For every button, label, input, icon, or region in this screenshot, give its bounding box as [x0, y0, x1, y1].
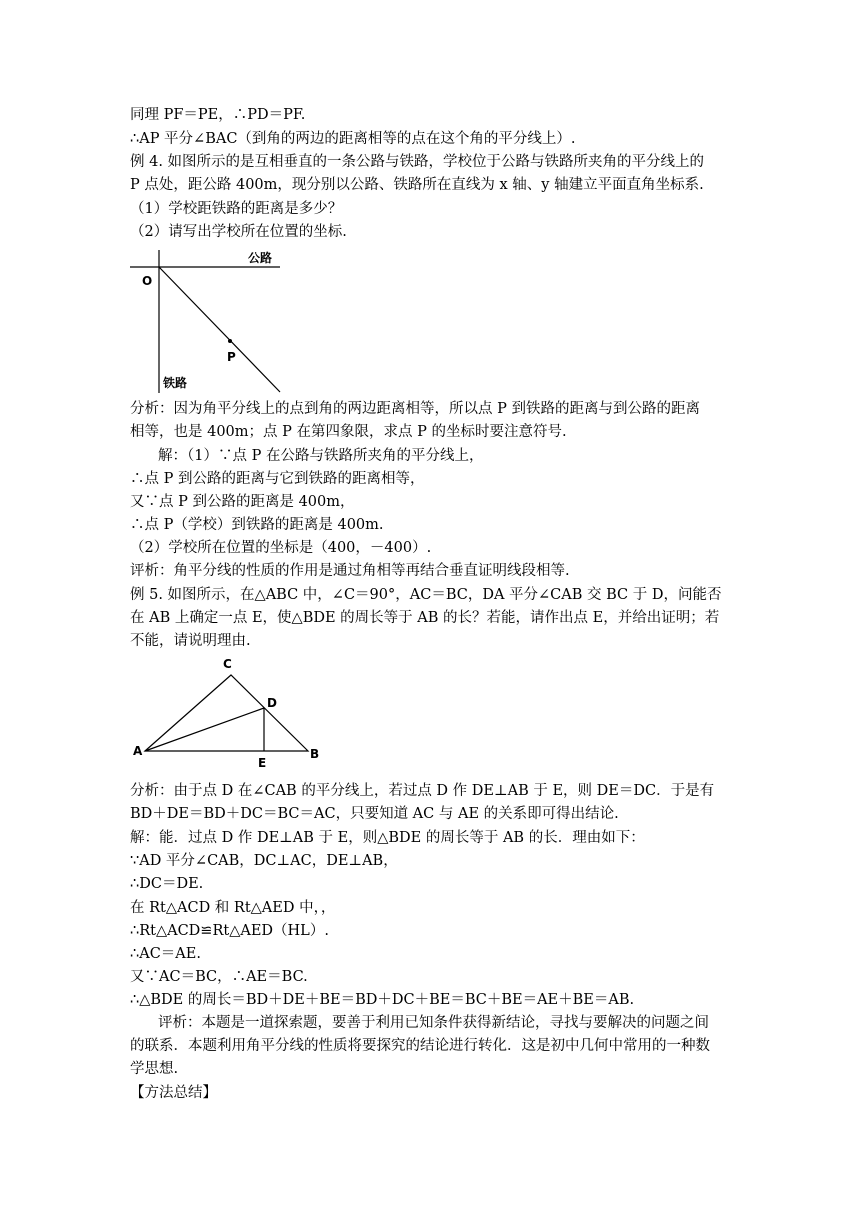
text-line: 又∵AC＝BC，∴AE＝BC.: [130, 969, 308, 985]
text-line: 相等，也是 400m；点 P 在第四象限，求点 P 的坐标时要注意符号.: [130, 424, 567, 440]
text-line: ∴AC＝AE.: [130, 946, 201, 962]
vertex-d-label: D: [267, 696, 277, 710]
vertex-c-label: C: [223, 657, 232, 671]
text-line: 学思想.: [130, 1061, 179, 1077]
triangle-figure: [130, 655, 330, 773]
question-2: （2）请写出学校所在位置的坐标.: [130, 224, 347, 240]
example-5-heading: 例 5. 如图所示，在△ABC 中，∠C＝90°，AC＝BC，DA 平分∠CAB 交 BC 于 D，问能否: [130, 587, 722, 603]
point-p-label: P: [227, 350, 236, 364]
analysis-line: 分析：因为角平分线上的点到角的两边距离相等，所以点 P 到铁路的距离与到公路的距离: [130, 401, 700, 417]
text-line: BD＋DE＝BD＋DC＝BC＝AC，只要知道 AC 与 AE 的关系即可得出结论.: [130, 806, 619, 822]
text-line: 的联系．本题利用角平分线的性质将要探究的结论进行转化．这是初中几何中常用的一种数: [130, 1038, 710, 1054]
comment-line: 评析：本题是一道探索题，要善于利用已知条件获得新结论，寻找与要解决的问题之间: [158, 1015, 709, 1031]
comment-line: 评析：角平分线的性质的作用是通过角相等再结合垂直证明线段相等.: [130, 563, 570, 579]
text-line: P 点处，距公路 400m，现分别以公路、铁路所在直线为 x 轴、y 轴建立平面直角坐标系.: [130, 177, 704, 193]
solution-line: 解：（1）∵点 P 在公路与铁路所夹角的平分线上，: [158, 448, 484, 464]
text-line: ∴点 P（学校）到铁路的距离是 400m.: [130, 517, 384, 533]
text-line: 又∵点 P 到公路的距离是 400m，: [130, 494, 355, 510]
text-line: ∴△BDE 的周长＝BD＋DE＋BE＝BD＋DC＋BE＝BC＋BE＝AE＋BE＝AB.: [130, 992, 635, 1008]
analysis-line: 分析：由于点 D 在∠CAB 的平分线上，若过点 D 作 DE⊥AB 于 E，则 DE＝DC．于是有: [130, 783, 715, 799]
origin-label: O: [142, 274, 153, 288]
question-1: （1）学校距铁路的距离是多少？: [130, 201, 343, 217]
text-line: 不能，请说明理由.: [130, 633, 251, 649]
text-line: ∴Rt△ACD≌Rt△AED（HL）.: [130, 923, 329, 939]
road-label: 公路: [248, 251, 273, 265]
text-line: 在 AB 上确定一点 E，使△BDE 的周长等于 AB 的长？若能，请作出点 E，并给出证明；若: [130, 610, 720, 626]
vertex-a-label: A: [133, 744, 143, 758]
method-summary-heading: 【方法总结】: [130, 1085, 217, 1101]
example-4-heading: 例 4. 如图所示的是互相垂直的一条公路与铁路，学校位于公路与铁路所夹角的平分线上的: [130, 154, 705, 170]
text-line: ∵AD 平分∠CAB，DC⊥AC，DE⊥AB，: [130, 853, 398, 869]
railway-label: 铁路: [163, 376, 188, 390]
vertex-b-label: B: [310, 747, 320, 761]
text-line: ∴DC＝DE.: [130, 876, 204, 892]
vertex-e-label: E: [258, 756, 267, 770]
road-railway-figure: [130, 245, 290, 395]
text-line: （2）学校所在位置的坐标是（400，－400）.: [130, 540, 432, 556]
text-line: 同理 PF＝PE，∴PD＝PF.: [130, 107, 306, 123]
text-line: ∴点 P 到公路的距离与它到铁路的距离相等，: [130, 471, 425, 487]
text-line: ∴AP 平分∠BAC（到角的两边的距离相等的点在这个角的平分线上）.: [130, 131, 576, 147]
solution-line: 解：能．过点 D 作 DE⊥AB 于 E，则△BDE 的周长等于 AB 的长．理由如下：: [130, 830, 645, 846]
text-line: 在 Rt△ACD 和 Rt△AED 中，，: [130, 900, 336, 916]
